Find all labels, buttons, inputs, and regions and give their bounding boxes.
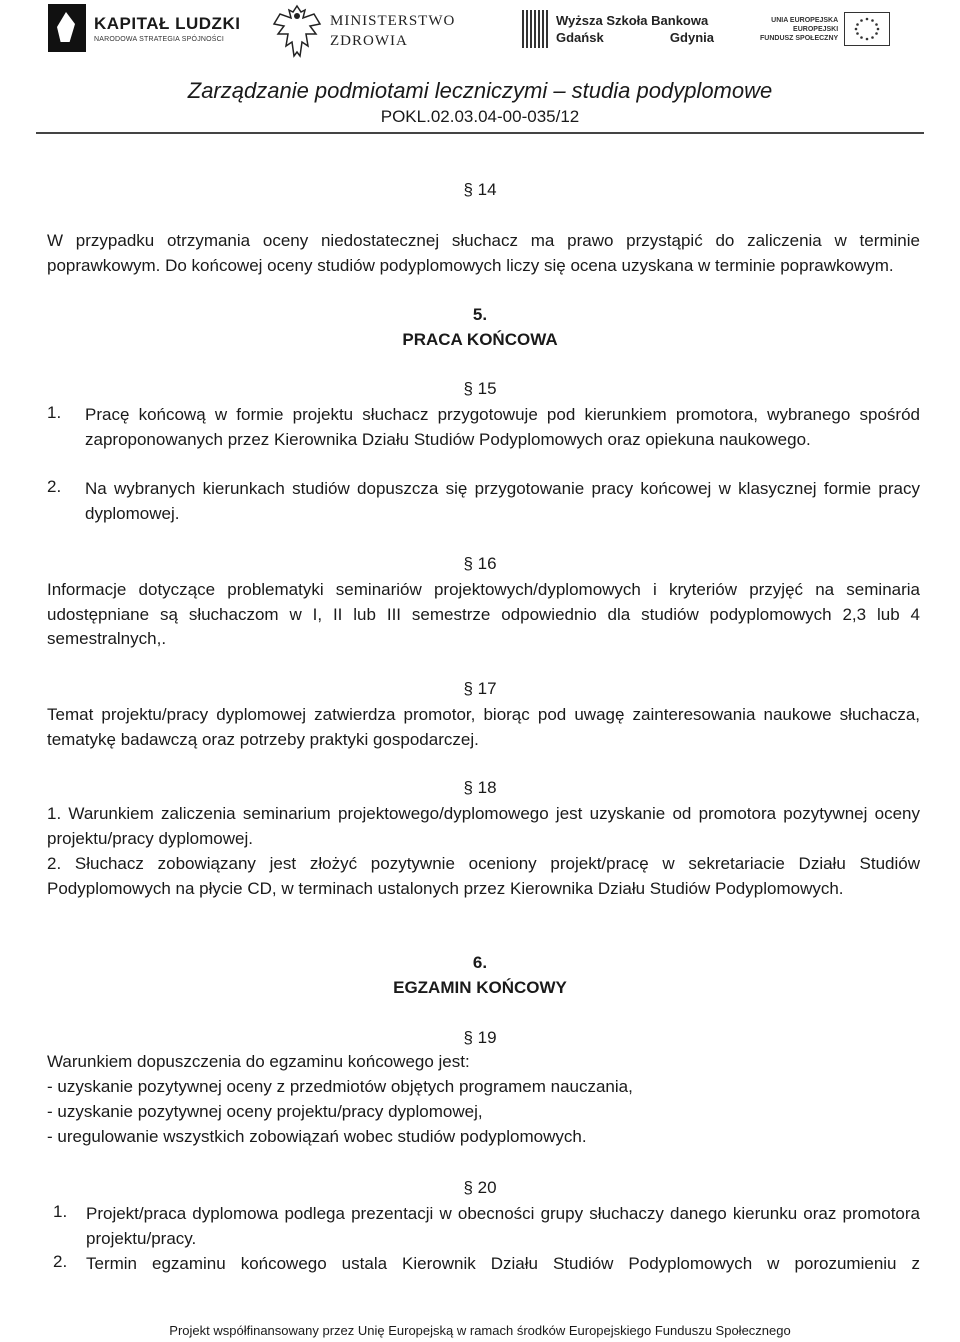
section-15-item-1-text: Pracę końcową w formie projektu słuchacz przygotowuje pod kierunkiem promotora, wybranego spośród zaproponowanych przez Kierownika Działu Studiów Podyplomowych oraz opiekuna naukowego.	[85, 405, 920, 449]
section-20-item-2	[53, 1252, 920, 1277]
eu-flag-icon	[844, 12, 890, 46]
ue-line1: UNIA EUROPEJSKA	[771, 16, 839, 24]
section-15-item-2-number: 2.	[47, 477, 62, 496]
section-15-item-2-text: Na wybranych kierunkach studiów dopuszcza się przygotowanie pracy końcowej w klasycznej formie pracy dyplomowej.	[85, 479, 920, 523]
section-20-item-1	[53, 1202, 920, 1251]
eagle-emblem-icon	[272, 2, 322, 60]
wsb-emblem-icon	[522, 10, 548, 48]
wsb-city-gdansk: Gdańsk	[556, 30, 604, 45]
chapter-6-title: EGZAMIN KOŃCOWY	[393, 978, 567, 997]
section-14-mark: § 14	[463, 180, 497, 199]
wsb-name: Wyższa Szkoła Bankowa	[556, 13, 709, 28]
chapter-5-title: PRACA KOŃCOWA	[402, 330, 558, 349]
ministry-name-line1: MINISTERSTWO	[330, 13, 456, 29]
kapital-ludzki-title: KAPITAŁ LUDZKI	[94, 13, 241, 33]
project-code: POKL.02.03.04-00-035/12	[380, 107, 580, 126]
section-18-mark: § 18	[463, 778, 497, 797]
section-20-item-2-number: 2.	[53, 1252, 68, 1271]
section-17-text: Temat projektu/pracy dyplomowej zatwierdza promotor, biorąc pod uwagę zainteresowania naukowe słuchacza, tematykę badawczą oraz potrzeby praktyki gospodarczej.	[47, 705, 920, 749]
section-18-item-2: 2. Słuchacz zobowiązany jest złożyć pozytywnie oceniony projekt/pracę w sekretariacie Działu Studiów Podyplomowych na płycie CD, w terminach ustalonych przez Kierownika Działu Studiów Podyplomowych.	[47, 854, 920, 898]
section-15-item-2	[47, 477, 920, 526]
ministry-name-line2: ZDROWIA	[330, 33, 408, 49]
section-15-item-1	[47, 403, 920, 452]
section-16-mark: § 16	[463, 554, 497, 573]
ministry-of-health-logo	[272, 2, 455, 60]
section-20-item-1-number: 1.	[53, 1202, 68, 1221]
section-14-text: W przypadku otrzymania oceny niedostatecznej słuchacz ma prawo przystąpić do zaliczenia w terminie poprawkowym. Do końcowej oceny studiów podyplomowych liczy się ocena uzyskana w terminie poprawkowym.	[47, 231, 920, 275]
section-19-mark: § 19	[463, 1028, 497, 1047]
section-20-item-1-text: Projekt/praca dyplomowa podlega prezentacji w obecności grupy słuchaczy danego kierunku oraz promotora projektu/pracy.	[86, 1204, 920, 1248]
ue-line2: EUROPEJSKI	[793, 25, 839, 33]
wsb-city-gdynia: Gdynia	[669, 30, 714, 45]
chapter-6-number: 6.	[472, 953, 488, 972]
section-20-item-2-text: Termin egzaminu końcowego ustala Kierownik Działu Studiów Podyplomowych w porozumieniu z	[86, 1254, 920, 1273]
section-19-bullet-2: - uzyskanie pozytywnej oceny projektu/pracy dyplomowej,	[47, 1102, 483, 1121]
wsb-logo	[522, 10, 714, 48]
kapital-ludzki-logo	[48, 4, 240, 52]
section-19-bullet-1: - uzyskanie pozytywnej oceny z przedmiotów objętych programem nauczania,	[47, 1077, 633, 1096]
ue-line3: FUNDUSZ SPOŁECZNY	[760, 34, 839, 42]
section-15-mark: § 15	[463, 379, 497, 398]
project-title: Zarządzanie podmiotami leczniczymi – studia podyplomowe	[187, 78, 773, 103]
eu-social-fund-logo	[760, 12, 890, 46]
chapter-5-number: 5.	[472, 305, 488, 324]
section-17-mark: § 17	[463, 679, 497, 698]
section-19-intro: Warunkiem dopuszczenia do egzaminu końcowego jest:	[47, 1052, 470, 1071]
kapital-ludzki-subtitle: NARODOWA STRATEGIA SPÓJNOŚCI	[94, 35, 225, 43]
section-19-bullet-3: - uregulowanie wszystkich zobowiązań wobec studiów podyplomowych.	[47, 1127, 587, 1146]
section-18-item-1: 1. Warunkiem zaliczenia seminarium projektowego/dyplomowego jest uzyskanie od promotora pozytywnej oceny projektu/pracy dyplomowej.	[47, 804, 920, 848]
header-divider	[36, 132, 924, 134]
section-16-text: Informacje dotyczące problematyki seminariów projektowych/dyplomowych i kryteriów przyjęć na seminaria udostępniane są słuchaczom w I, II lub III semestrze odpowiednio dla studiów podyplomowych 2,3 lub 4 semestralnych,.	[47, 580, 920, 648]
section-15-item-1-number: 1.	[47, 403, 62, 422]
footer-cofinancing-note: Projekt współfinansowany przez Unię Europejską w ramach środków Europejskiego Funduszu Społecznego	[169, 1323, 791, 1338]
logo-strip	[0, 0, 960, 70]
kapital-ludzki-emblem-icon	[48, 4, 86, 52]
section-20-mark: § 20	[463, 1178, 497, 1197]
